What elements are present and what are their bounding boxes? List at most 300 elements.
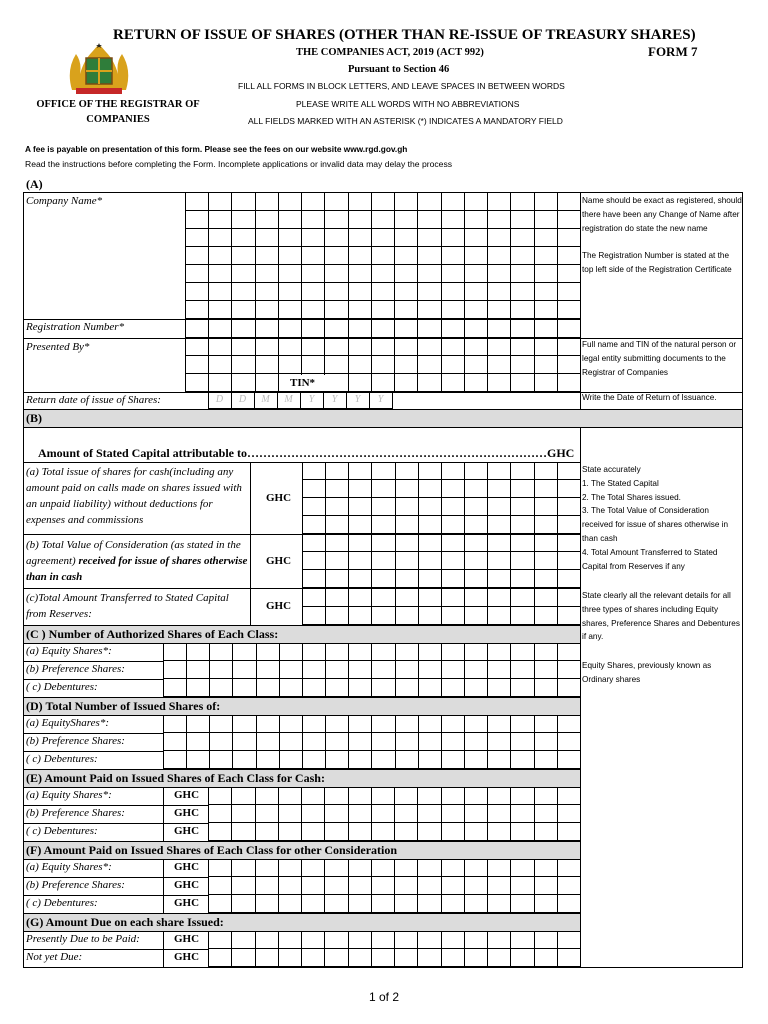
input-cell[interactable] [488,247,511,265]
input-cell[interactable] [535,607,558,626]
input-cell[interactable] [418,265,441,283]
input-cell[interactable] [558,229,581,247]
input-cell[interactable] [488,480,511,498]
input-cell[interactable] [535,859,558,877]
input-cell[interactable] [233,661,256,679]
input-cell[interactable] [418,229,441,247]
input-cell[interactable] [396,661,419,679]
input-cell[interactable] [372,229,395,247]
input-cell[interactable] [396,588,419,607]
input-cell[interactable] [372,715,395,733]
input-cell[interactable] [418,193,441,211]
input-cell[interactable] [326,480,349,498]
input-cell[interactable] [396,570,419,588]
input-cell[interactable] [186,374,209,392]
input-cell[interactable] [279,283,302,301]
input-cell[interactable] [280,751,303,769]
input-cell[interactable] [325,319,348,338]
input-cell[interactable] [395,356,418,374]
input-cell[interactable] [372,751,395,769]
input-cell[interactable] [395,859,418,877]
input-cell[interactable] [209,319,232,338]
input-cell[interactable] [558,733,581,751]
input-cell[interactable] [488,715,511,733]
input-cell[interactable] [209,211,232,229]
input-cell[interactable] [558,823,581,841]
input-cell[interactable] [558,211,581,229]
input-cell[interactable] [395,823,418,841]
input-cell[interactable] [488,588,511,607]
input-cell[interactable] [395,787,418,805]
input-cell[interactable] [465,895,488,913]
input-cell[interactable] [558,319,581,338]
input-cell[interactable] [442,319,465,338]
input-cell[interactable] [535,534,558,552]
input-cell[interactable] [256,356,279,374]
input-cell[interactable] [418,247,441,265]
input-cell[interactable] [442,211,465,229]
input-cell[interactable] [419,570,442,588]
item-c-grid[interactable] [302,588,581,625]
input-cell[interactable] [465,588,488,607]
input-cell[interactable] [209,356,232,374]
input-cell[interactable] [535,679,558,697]
input-cell[interactable] [209,805,232,823]
input-cell[interactable] [488,534,511,552]
input-cell[interactable] [418,895,441,913]
input-cell[interactable] [303,679,326,697]
input-cell[interactable] [302,338,325,356]
input-cell[interactable] [535,751,558,769]
input-cell[interactable] [302,823,325,841]
input-cell[interactable] [558,949,581,967]
input-cell[interactable] [233,733,256,751]
input-cell[interactable] [535,301,558,319]
input-cell[interactable] [419,462,442,480]
input-cell[interactable] [303,516,326,534]
input-cell[interactable] [535,588,558,607]
item-a-grid[interactable] [302,462,581,534]
input-cell[interactable] [558,859,581,877]
input-cell[interactable] [511,787,534,805]
input-cell[interactable] [209,193,232,211]
input-cell[interactable] [418,859,441,877]
input-cell[interactable] [442,895,465,913]
input-cell[interactable] [418,805,441,823]
input-cell[interactable] [256,301,279,319]
input-cell[interactable] [418,823,441,841]
input-cell[interactable] [511,931,534,949]
input-cell[interactable] [511,607,534,626]
input-cell[interactable] [488,338,511,356]
input-cell[interactable] [303,715,326,733]
input-cell[interactable] [349,229,372,247]
input-cell[interactable] [256,319,279,338]
input-cell[interactable] [488,679,511,697]
input-cell[interactable] [349,751,372,769]
input-cell[interactable] [279,193,302,211]
input-cell[interactable] [372,643,395,661]
input-cell[interactable] [187,733,210,751]
input-cell[interactable] [395,301,418,319]
input-cell[interactable] [465,462,488,480]
input-cell[interactable] [325,931,348,949]
input-cell[interactable] [232,265,255,283]
input-cell[interactable] [280,679,303,697]
input-cell[interactable] [372,949,395,967]
input-cell[interactable] [349,859,372,877]
input-cell[interactable] [232,229,255,247]
input-cell[interactable] [325,949,348,967]
input-cell[interactable] [164,643,187,661]
input-cell[interactable] [372,733,395,751]
input-cell[interactable] [395,193,418,211]
input-cell[interactable] [257,751,280,769]
input-cell[interactable] [396,516,419,534]
input-cell[interactable] [325,859,348,877]
input-cell[interactable] [256,859,279,877]
input-cell[interactable] [396,462,419,480]
input-cell[interactable] [256,211,279,229]
input-cell[interactable] [325,805,348,823]
input-cell[interactable] [326,552,349,570]
input-cell[interactable] [232,247,255,265]
input-cell[interactable] [302,949,325,967]
input-cell[interactable] [488,877,511,895]
input-cell[interactable] [209,338,232,356]
input-cell[interactable] [257,643,280,661]
input-cell[interactable] [396,480,419,498]
input-cell[interactable] [326,516,349,534]
input-cell[interactable] [535,498,558,516]
input-cell[interactable] [442,193,465,211]
input-cell[interactable] [349,498,372,516]
input-cell[interactable] [256,931,279,949]
input-cell[interactable] [256,247,279,265]
input-cell[interactable] [302,877,325,895]
input-cell[interactable] [187,715,210,733]
input-cell[interactable] [558,751,581,769]
input-cell[interactable] [442,588,465,607]
input-cell[interactable] [511,643,534,661]
input-cell[interactable] [488,283,511,301]
input-cell[interactable] [535,283,558,301]
input-cell[interactable] [442,751,465,769]
input-cell[interactable] [233,715,256,733]
input-cell[interactable] [419,679,442,697]
input-cell[interactable] [442,949,465,967]
input-cell[interactable] [256,283,279,301]
input-cell[interactable] [465,534,488,552]
input-cell[interactable] [465,733,488,751]
input-cell[interactable] [372,859,395,877]
input-cell[interactable] [186,338,209,356]
input-cell[interactable] [418,931,441,949]
input-cell[interactable] [164,733,187,751]
input-cell[interactable] [535,374,558,392]
input-cell[interactable] [279,895,302,913]
input-cell[interactable] [558,679,581,697]
input-cell[interactable] [558,374,581,392]
input-cell[interactable] [442,805,465,823]
section-e-grid[interactable] [208,787,581,841]
input-cell[interactable] [442,229,465,247]
input-cell[interactable] [325,265,348,283]
input-cell[interactable] [232,823,255,841]
input-cell[interactable] [256,895,279,913]
input-cell[interactable] [279,356,302,374]
input-cell[interactable] [186,356,209,374]
input-cell[interactable] [303,607,326,626]
input-cell[interactable] [465,498,488,516]
input-cell[interactable] [442,338,465,356]
input-cell[interactable] [442,265,465,283]
section-f-grid[interactable] [208,859,581,913]
input-cell[interactable] [418,787,441,805]
input-cell[interactable] [349,319,372,338]
input-cell[interactable] [303,643,326,661]
input-cell[interactable] [302,895,325,913]
input-cell[interactable] [349,534,372,552]
input-cell[interactable] [488,229,511,247]
input-cell[interactable] [442,787,465,805]
input-cell[interactable] [465,607,488,626]
input-cell[interactable] [372,805,395,823]
input-cell[interactable] [209,229,232,247]
input-cell[interactable] [418,301,441,319]
input-cell[interactable] [325,877,348,895]
input-cell[interactable] [372,661,395,679]
input-cell[interactable] [209,787,232,805]
input-cell[interactable] [186,211,209,229]
input-cell[interactable] [396,498,419,516]
input-cell[interactable] [488,552,511,570]
section-d-grid[interactable] [163,715,581,769]
input-cell[interactable] [349,588,372,607]
input-cell[interactable] [372,356,395,374]
input-cell[interactable] [256,805,279,823]
input-cell[interactable] [325,229,348,247]
input-cell[interactable] [349,462,372,480]
section-c-grid[interactable] [163,643,581,697]
input-cell[interactable] [558,462,581,480]
input-cell[interactable] [511,498,534,516]
input-cell[interactable] [279,319,302,338]
input-cell[interactable] [488,895,511,913]
input-cell[interactable] [558,265,581,283]
input-cell[interactable] [395,931,418,949]
input-cell[interactable] [396,607,419,626]
input-cell[interactable] [418,374,441,392]
input-cell[interactable] [232,193,255,211]
input-cell[interactable] [256,193,279,211]
input-cell[interactable] [256,949,279,967]
input-cell[interactable] [535,805,558,823]
input-cell[interactable] [558,715,581,733]
input-cell[interactable] [372,247,395,265]
input-cell[interactable] [558,787,581,805]
input-cell[interactable] [511,751,534,769]
input-cell[interactable] [349,679,372,697]
input-cell[interactable] [465,319,488,338]
input-cell[interactable] [302,211,325,229]
input-cell[interactable] [511,859,534,877]
input-cell[interactable] [395,265,418,283]
input-cell[interactable] [256,338,279,356]
input-cell[interactable] [164,751,187,769]
input-cell[interactable] [488,931,511,949]
input-cell[interactable] [372,877,395,895]
input-cell[interactable] [372,498,395,516]
input-cell[interactable] [325,247,348,265]
input-cell[interactable] [465,661,488,679]
input-cell[interactable] [279,859,302,877]
input-cell[interactable] [442,301,465,319]
input-cell[interactable] [558,931,581,949]
presented-by-grid[interactable] [185,338,581,392]
input-cell[interactable] [326,643,349,661]
input-cell[interactable] [465,211,488,229]
input-cell[interactable] [511,949,534,967]
input-cell[interactable] [535,823,558,841]
input-cell[interactable] [558,480,581,498]
input-cell[interactable] [349,516,372,534]
input-cell[interactable] [279,931,302,949]
input-cell[interactable] [326,733,349,751]
input-cell[interactable] [418,877,441,895]
input-cell[interactable] [303,661,326,679]
input-cell[interactable] [372,462,395,480]
input-cell[interactable] [511,661,534,679]
input-cell[interactable] [280,643,303,661]
input-cell[interactable] [209,823,232,841]
input-cell[interactable] [349,570,372,588]
input-cell[interactable] [396,552,419,570]
input-cell[interactable] [303,588,326,607]
input-cell[interactable] [442,877,465,895]
input-cell[interactable] [396,733,419,751]
input-cell[interactable] [187,643,210,661]
registration-number-grid[interactable] [185,319,581,338]
input-cell[interactable] [419,607,442,626]
input-cell[interactable] [279,949,302,967]
input-cell[interactable] [465,823,488,841]
input-cell[interactable] [558,588,581,607]
input-cell[interactable] [209,247,232,265]
input-cell[interactable] [558,552,581,570]
input-cell[interactable] [349,211,372,229]
input-cell[interactable] [372,534,395,552]
input-cell[interactable] [465,516,488,534]
input-cell[interactable] [488,823,511,841]
input-cell[interactable] [396,751,419,769]
input-cell[interactable] [209,949,232,967]
input-cell[interactable] [511,211,534,229]
input-cell[interactable] [488,265,511,283]
input-cell[interactable] [395,805,418,823]
input-cell[interactable] [372,516,395,534]
input-cell[interactable] [511,679,534,697]
input-cell[interactable] [257,679,280,697]
input-cell[interactable] [279,211,302,229]
input-cell[interactable] [256,787,279,805]
input-cell[interactable] [186,319,209,338]
input-cell[interactable] [349,338,372,356]
input-cell[interactable] [209,265,232,283]
input-cell[interactable] [302,356,325,374]
input-cell[interactable] [349,805,372,823]
input-cell[interactable] [418,319,441,338]
input-cell[interactable] [164,715,187,733]
input-cell[interactable] [535,462,558,480]
input-cell[interactable] [326,661,349,679]
input-cell[interactable] [535,787,558,805]
input-cell[interactable] [372,931,395,949]
input-cell[interactable] [511,338,534,356]
input-cell[interactable] [442,607,465,626]
input-cell[interactable] [372,480,395,498]
input-cell[interactable] [372,301,395,319]
input-cell[interactable] [279,229,302,247]
input-cell[interactable] [372,265,395,283]
input-cell[interactable] [465,787,488,805]
input-cell[interactable] [535,265,558,283]
input-cell[interactable] [349,661,372,679]
input-cell[interactable] [303,498,326,516]
input-cell[interactable] [442,661,465,679]
input-cell[interactable] [209,374,232,392]
input-cell[interactable] [535,949,558,967]
input-cell[interactable] [395,319,418,338]
input-cell[interactable] [232,211,255,229]
input-cell[interactable] [372,895,395,913]
input-cell[interactable] [186,247,209,265]
input-cell[interactable] [511,516,534,534]
input-cell[interactable] [232,949,255,967]
input-cell[interactable] [511,265,534,283]
input-cell[interactable] [257,733,280,751]
input-cell[interactable] [280,733,303,751]
input-cell[interactable] [325,356,348,374]
input-cell[interactable] [232,787,255,805]
input-cell[interactable] [442,570,465,588]
input-cell[interactable] [418,338,441,356]
input-cell[interactable] [465,229,488,247]
input-cell[interactable] [349,265,372,283]
input-cell[interactable] [302,247,325,265]
input-cell[interactable] [349,877,372,895]
input-cell[interactable] [372,193,395,211]
input-cell[interactable] [419,661,442,679]
input-cell[interactable] [465,931,488,949]
input-cell[interactable] [511,805,534,823]
input-cell[interactable] [558,895,581,913]
input-cell[interactable] [558,247,581,265]
input-cell[interactable] [488,462,511,480]
input-cell[interactable] [396,643,419,661]
input-cell[interactable] [233,751,256,769]
input-cell[interactable] [257,715,280,733]
input-cell[interactable] [511,193,534,211]
input-cell[interactable] [511,570,534,588]
input-cell[interactable] [349,931,372,949]
input-cell[interactable] [558,643,581,661]
input-cell[interactable] [372,319,395,338]
input-cell[interactable] [465,877,488,895]
input-cell[interactable] [349,715,372,733]
input-cell[interactable] [488,319,511,338]
input-cell[interactable] [488,193,511,211]
